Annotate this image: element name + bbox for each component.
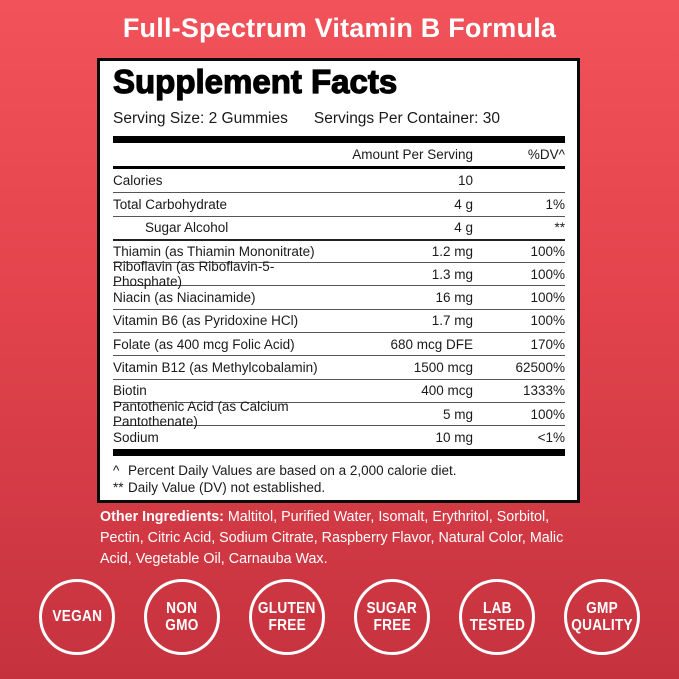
badge-non-gmo: [144, 579, 220, 655]
row-dv: 100%: [530, 313, 565, 329]
row-dv: 100%: [530, 266, 565, 282]
row-dv: 100%: [530, 406, 565, 422]
row-name: Calories: [113, 173, 163, 189]
badge-label: TESTED: [469, 617, 525, 634]
row-dv: 1%: [545, 196, 565, 212]
badges-row: [0, 579, 679, 655]
servings-per-container: Servings Per Container: 30: [313, 110, 500, 127]
row-name: Vitamin B12 (as Methylcobalamin): [113, 360, 318, 376]
badge-label: SUGAR: [366, 599, 418, 617]
row-name: Folate (as 400 mcg Folic Acid): [113, 336, 295, 352]
row-name: Thiamin (as Thiamin Mononitrate): [113, 244, 315, 260]
badge-label: GLUTEN: [258, 599, 316, 617]
badge-gmp-quality: [564, 579, 640, 655]
table-row: [113, 332, 565, 355]
supplement-facts-panel: [97, 58, 580, 503]
badge-lab-tested: [459, 579, 535, 655]
row-name: Pantothenic Acid (as Calcium Pantothenate): [113, 399, 289, 430]
badge-label: VEGAN: [52, 608, 102, 626]
badge-label: FREE: [268, 617, 306, 634]
row-name: Total Carbohydrate: [113, 196, 228, 212]
row-amount: 680 mcg DFE: [390, 336, 473, 352]
table-row: [113, 309, 565, 332]
footnotes: [113, 456, 565, 497]
footnote: [113, 462, 565, 480]
table-row: [113, 169, 565, 192]
table-row: [113, 399, 565, 430]
badge-label: QUALITY: [571, 617, 633, 634]
row-amount: 1.2 mg: [431, 244, 473, 260]
row-amount: 1.7 mg: [431, 313, 473, 329]
row-name: Vitamin B6 (as Pyridoxine HCl): [113, 313, 299, 329]
other-ingredients: [100, 507, 592, 570]
supplement-facts-title: Supplement Facts: [113, 63, 398, 100]
page-title: Full-Spectrum Vitamin B Formula: [122, 13, 557, 43]
divider-thick-top: [113, 136, 565, 143]
row-name: Riboflavin (as Riboflavin-5-Phosphate): [113, 259, 275, 290]
row-amount: 1.3 mg: [431, 266, 473, 282]
row-dv: 170%: [530, 336, 565, 352]
serving-info: [113, 110, 565, 128]
row-amount: 400 mcg: [421, 383, 473, 399]
row-dv: 100%: [530, 290, 565, 306]
row-amount: 5 mg: [442, 406, 473, 422]
serving-size: Serving Size: 2 Gummies: [113, 110, 288, 127]
badge-label: LAB: [482, 599, 512, 617]
badge-sugar-free: [354, 579, 430, 655]
footnote: [113, 479, 565, 497]
facts-rows: [113, 169, 565, 449]
table-row: [113, 192, 565, 215]
row-amount: 1500 mcg: [413, 360, 473, 376]
dv-column-header: %DV^: [527, 147, 565, 162]
row-name: Sugar Alcohol: [145, 220, 229, 236]
footnote-marker: **: [113, 480, 124, 496]
row-amount: 16 mg: [435, 290, 473, 306]
badge-label: FREE: [373, 617, 411, 634]
facts-header-row: [113, 143, 565, 169]
row-name: Niacin (as Niacinamide): [113, 290, 256, 306]
badge-vegan: [39, 579, 115, 655]
row-amount: 4 g: [454, 196, 473, 212]
badge-label: GMP: [586, 599, 618, 617]
row-dv: <1%: [537, 429, 565, 445]
row-amount: 10: [457, 173, 473, 189]
row-dv: 100%: [530, 244, 565, 260]
badge-label: NON: [166, 599, 198, 617]
other-ingredients-text: Maltitol, Purified Water, Isomalt, Erythritol, Sorbitol, Pectin, Citric Acid, Sodium Citrate, Raspberry Flavor, Natural Color, Malic Acid, Vegetable Oil, Carnauba Wax.: [100, 509, 564, 567]
footnote-text: Percent Daily Values are based on a 2,000 calorie diet.: [128, 462, 457, 478]
badge-label: GMO: [165, 617, 199, 634]
footnote-marker: ^: [113, 462, 120, 478]
table-row: [113, 259, 565, 290]
row-amount: 10 mg: [435, 429, 473, 445]
row-dv: 62500%: [515, 360, 565, 376]
row-dv: **: [554, 220, 565, 236]
footnote-text: Daily Value (DV) not established.: [128, 480, 326, 496]
row-dv: 1333%: [522, 383, 565, 399]
row-name: Biotin: [113, 383, 147, 399]
table-row: [113, 355, 565, 378]
row-amount: 4 g: [454, 220, 473, 236]
row-name: Sodium: [113, 429, 159, 445]
badge-gluten-free: [249, 579, 325, 655]
divider-thick-bottom: [113, 449, 565, 456]
other-ingredients-label: Other Ingredients:: [100, 509, 224, 525]
amount-column-header: Amount Per Serving: [352, 147, 473, 162]
table-row: [113, 216, 565, 239]
